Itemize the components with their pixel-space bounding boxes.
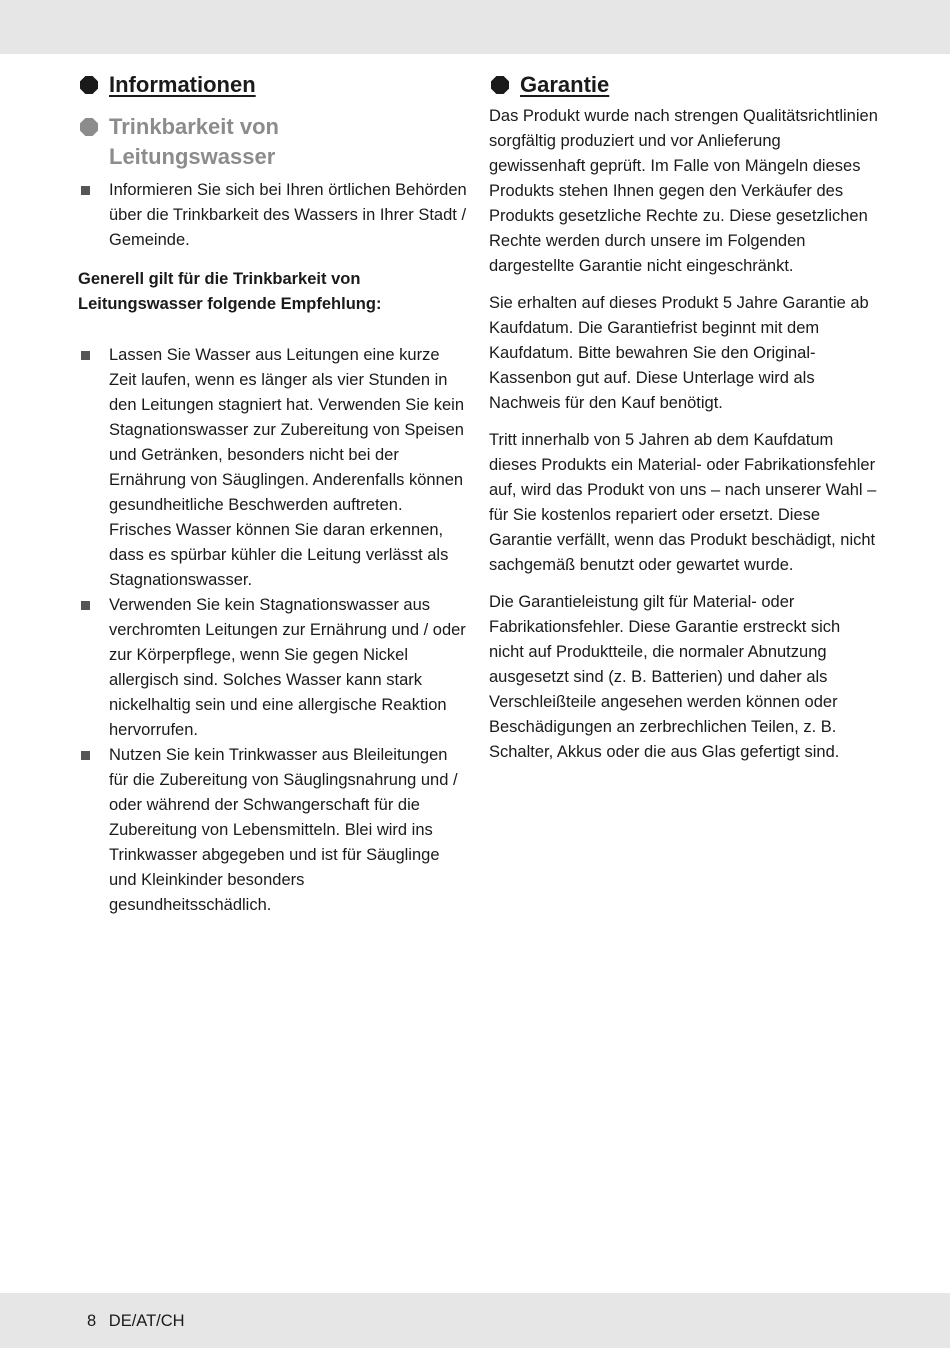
header-band	[0, 0, 950, 54]
garantie-paragraph: Die Garantieleistung gilt für Material- oder Fabrikationsfehler. Diese Garantie erstreckt sich nicht auf Produktteile, die normaler Abnutzung ausgesetzt sind (z. B. Batterien) und daher als Verschleißteile angesehen werden können oder Beschädigungen an zerbrechlichen Teilen, z. B. Schalter, Akkus oder die aus Glas gefertigt sind.	[489, 593, 841, 761]
recommendation-list	[78, 343, 468, 918]
intro-list	[78, 178, 468, 253]
square-bullet-icon	[81, 351, 90, 360]
list-item-text: Informieren Sie sich bei Ihren örtlichen Behörden über die Trinkbarkeit des Wassers in Ihrer Stadt / Gemeinde.	[109, 181, 467, 249]
heading-trinkbarkeit	[78, 112, 468, 172]
list-item	[78, 343, 468, 593]
heading-informationen-text: Informationen	[109, 72, 256, 97]
octagon-bullet-icon	[80, 76, 98, 94]
right-column	[489, 70, 879, 777]
list-item-text: Lassen Sie Wasser aus Leitungen eine kurze Zeit laufen, wenn es länger als vier Stunden in den Leitungen stagniert hat. Verwenden Sie kein Stagnationswasser zur Zubereitung von Speisen und Getränken, besonders nicht bei der Ernährung von Säuglingen. Anderenfalls können gesundheitliche Beschwerden auftreten. Frisches Wasser können Sie daran erkennen, dass es spürbar kühler die Leitung verlässt als Stagnationswasser.	[109, 346, 465, 589]
garantie-paragraph: Sie erhalten auf dieses Produkt 5 Jahre Garantie ab Kaufdatum. Die Garantiefrist beginnt mit dem Kaufdatum. Bitte bewahren Sie den Original-Kassenbon gut auf. Diese Unterlage wird als Nachweis für den Kauf benötigt.	[489, 294, 869, 412]
heading-garantie-text: Garantie	[520, 72, 610, 97]
page-number: 8	[87, 1312, 97, 1330]
heading-informationen	[78, 70, 468, 100]
list-item	[78, 178, 468, 253]
recommendation-heading: Generell gilt für die Trinkbarkeit von Leitungswasser folgende Empfehlung:	[78, 270, 382, 313]
square-bullet-icon	[81, 186, 90, 195]
octagon-bullet-icon	[491, 76, 509, 94]
list-item-text: Verwenden Sie kein Stagnationswasser aus verchromten Leitungen zur Ernährung und / oder zur Körperpflege, wenn Sie gegen Nickel allergisch sind. Solches Wasser kann stark nickelhaltig sein und eine allergische Reaktion hervorrufen.	[109, 596, 466, 739]
octagon-bullet-icon	[80, 118, 98, 136]
garantie-paragraph: Tritt innerhalb von 5 Jahren ab dem Kaufdatum dieses Produkts ein Material- oder Fabrikationsfehler auf, wird das Produkt von uns – nach unserer Wahl – für Sie kostenlos repariert oder ersetzt. Diese Garantie verfällt, wenn das Produkt beschädigt, nicht sachgemäß benutzt oder gewartet wurde.	[489, 431, 877, 574]
heading-trinkbarkeit-line1: Trinkbarkeit von	[109, 114, 279, 139]
square-bullet-icon	[81, 601, 90, 610]
page-footer	[87, 1309, 185, 1334]
left-column	[78, 70, 468, 918]
list-item	[78, 593, 468, 743]
square-bullet-icon	[81, 751, 90, 760]
garantie-paragraph: Das Produkt wurde nach strengen Qualitätsrichtlinien sorgfältig produziert und vor Anlieferung gewissenhaft geprüft. Im Falle von Mängeln dieses Produkts stehen Ihnen gegen den Verkäufer des Produkts gesetzliche Rechte zu. Diese gesetzlichen Rechte werden durch unsere im Folgenden dargestellte Garantie nicht eingeschränkt.	[489, 107, 878, 275]
list-item-text: Nutzen Sie kein Trinkwasser aus Bleileitungen für die Zubereitung von Säuglingsnahrung und / oder während der Schwangerschaft für die Zubereitung von Lebensmitteln. Blei wird ins Trinkwasser abgegeben und ist für Säuglinge und Kleinkinder besonders gesundheitsschädlich.	[109, 746, 458, 914]
heading-garantie	[489, 70, 879, 100]
heading-trinkbarkeit-line2: Leitungswasser	[109, 144, 276, 169]
region-label: DE/AT/CH	[108, 1312, 185, 1330]
list-item	[78, 743, 468, 918]
